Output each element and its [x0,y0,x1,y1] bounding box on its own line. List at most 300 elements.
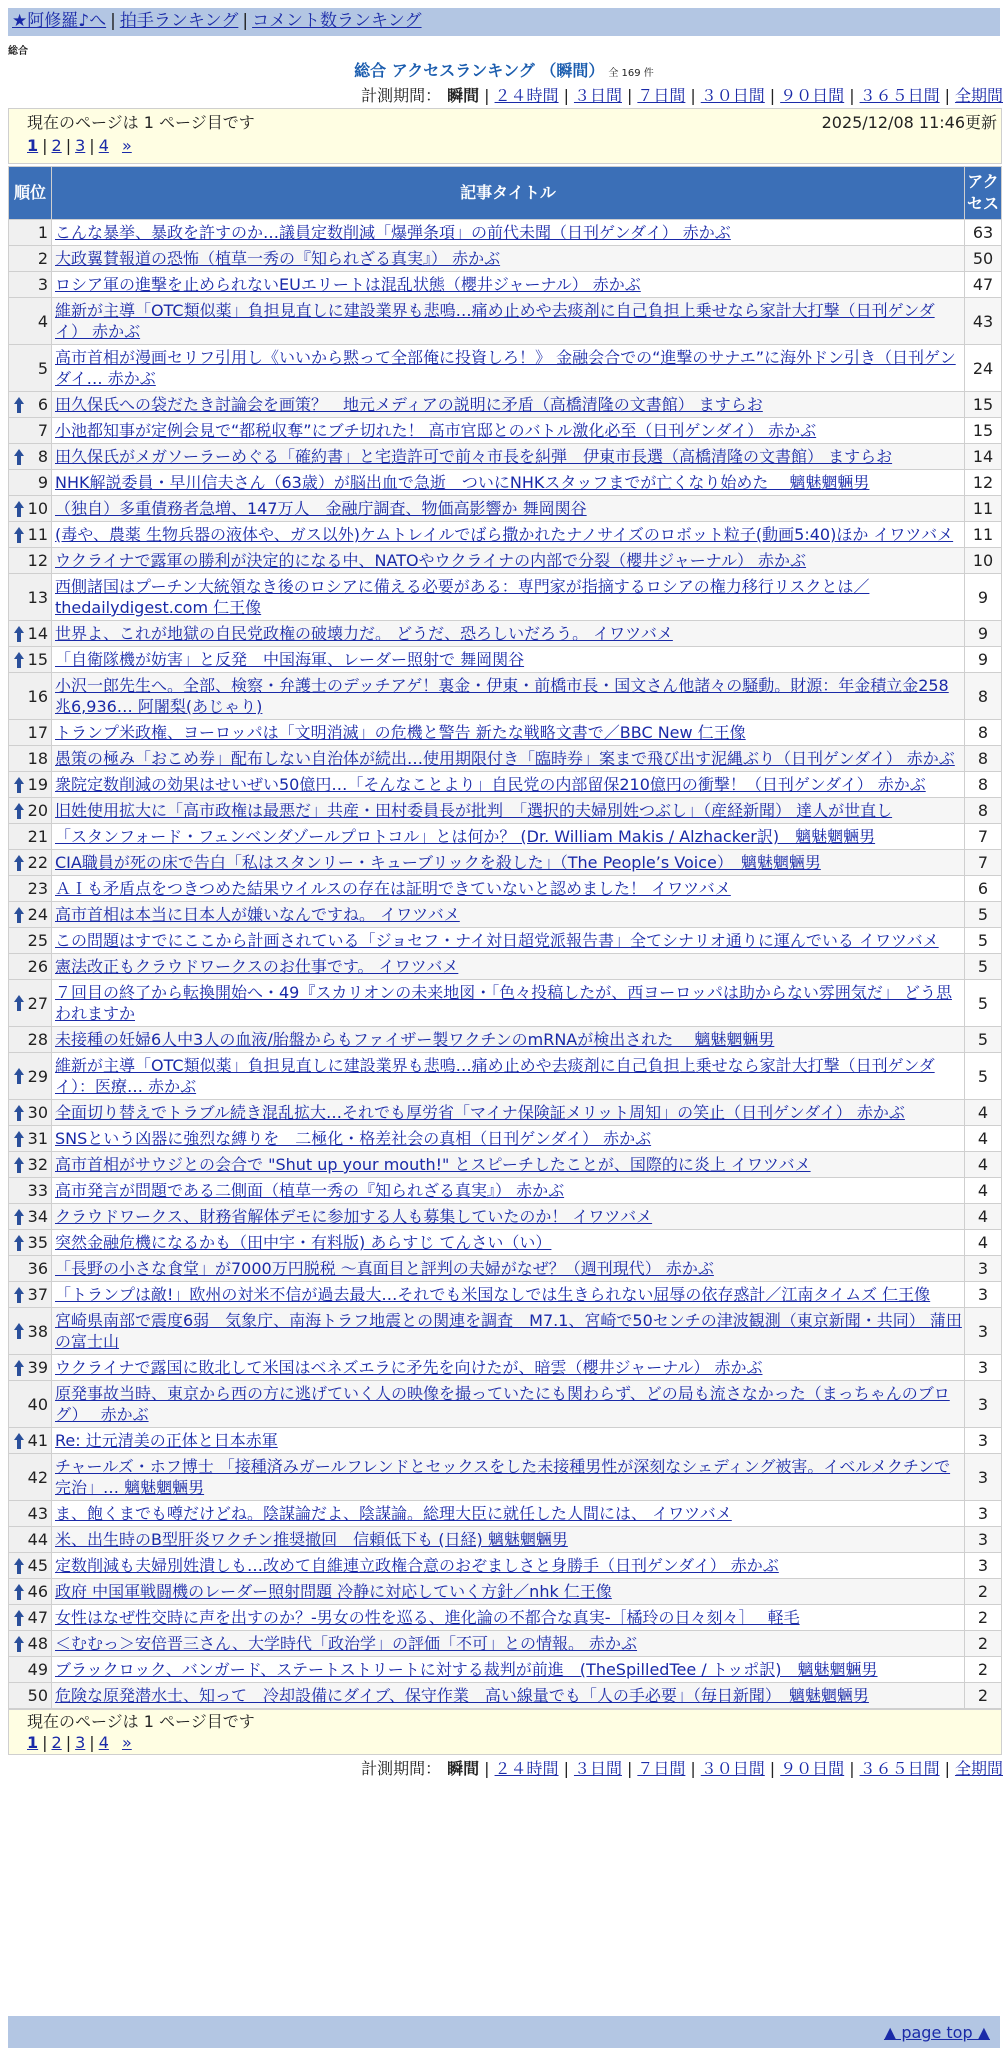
article-link[interactable]: 大政翼賛報道の恐怖（植草一秀の『知られざる真実』） 赤かぶ [55,249,501,268]
title-cell [52,246,964,271]
pager-bottom: 1 | 2 | 3 | 4 » [27,1733,132,1752]
table-row [9,746,1001,771]
rank-cell [9,272,51,297]
table-row [9,1126,1001,1151]
rank-cell [9,720,51,745]
rank-up-arrow-icon [13,1432,25,1450]
pager-next[interactable]: » [121,136,132,155]
access-count: 11 [965,496,1001,521]
rank-cell [9,392,51,417]
article-link[interactable]: 原発事故当時、東京から西の方に逃げていく人の映像を撮っていたにも関わらず、どの局も流さなかった（まっちゃんのブログ） 赤かぶ [55,1384,950,1424]
title-cell [52,1381,964,1427]
rank-number: 21 [27,827,48,846]
article-link[interactable]: 田久保氏への袋だたき討論会を画策？ 地元メディアの説明に矛盾（高橋清隆の文書館） ますらお [55,395,763,414]
rank-up-arrow-icon [13,1583,25,1601]
article-link[interactable]: 田久保氏がメガソーラーめぐる「確約書」と宅造許可で前々市長を糾弾 伊東市長選（高橋清隆の文書館） ますらお [55,447,893,466]
top-nav-bar [8,8,1000,36]
table-row [9,673,1001,719]
period-24h-link[interactable]: ２４時間 [494,86,559,105]
title-cell [52,673,964,719]
access-count: 2 [965,1579,1001,1604]
article-link[interactable]: 世界よ、これが地獄の自民党政権の破壊力だ。 どうだ、恐ろしいだろう。 イワツバメ [55,624,673,643]
pager-page-3[interactable]: 3 [75,136,86,155]
title-cell [52,574,964,620]
article-link[interactable]: 高市首相が漫画セリフ引用し《いいから黙って全部俺に投資しろ！》 金融会合での“進撃のサナエ”に海外ドン引き（日刊ゲンダイ… 赤かぶ [55,348,956,388]
rank-up-arrow-icon [13,625,25,643]
rank-number: 46 [27,1582,48,1601]
article-link[interactable]: 米、出生時のB型肝炎ワクチン推奨撤回 信頼低下も (日経) 魑魅魍魎男 [55,1530,568,1549]
article-link[interactable]: 危険な原発潜水士、知って 冷却設備にダイブ、保守作業 高い線量でも「人の手必要」（毎日新聞） 魑魅魍魎男 [55,1686,869,1705]
article-link[interactable]: ７回目の終了から転換開始へ・49『スカリオンの未来地図・「色々投稿したが、西ヨーロッパは助からない雰囲気だ」 どう思われますか [55,983,952,1023]
rank-up-arrow-icon [13,526,25,544]
rank-cell [9,1579,51,1604]
article-link[interactable]: CIA職員が死の床で告白「私はスタンリー・キューブリックを殺した」（The People’s Voice） 魑魅魍魎男 [55,853,821,872]
rank-cell [9,1027,51,1052]
rank-cell [9,1553,51,1578]
table-row [9,902,1001,927]
access-count: 5 [965,928,1001,953]
article-link[interactable]: 政府 中国軍戦闘機のレーダー照射問題 冷静に対応していく方針／nhk 仁王像 [55,1582,612,1601]
access-count: 8 [965,772,1001,797]
table-row [9,1204,1001,1229]
rank-cell [9,246,51,271]
pager-page-2[interactable]: 2 [51,136,62,155]
article-link[interactable]: ＡＩも矛盾点をつきつめた結果ウイルスの存在は証明できていないと認めました！ イワツバメ [55,879,731,898]
title-cell [52,418,964,443]
table-row [9,1579,1001,1604]
rank-number: 47 [27,1608,48,1627]
rank-number: 4 [37,311,48,331]
table-row [9,392,1001,417]
article-link[interactable]: 憲法改正もクラウドワークスのお仕事です。 イワツバメ [55,957,459,976]
page-status-bottom: 現在のページは 1 ページ目です [27,1712,255,1731]
access-count: 8 [965,720,1001,745]
period-365d-link[interactable]: ３６５日間 [859,86,940,105]
access-count: 12 [965,470,1001,495]
access-count: 50 [965,246,1001,271]
rank-number: 39 [27,1358,48,1377]
period-90d-link[interactable]: ９０日間 [780,86,845,105]
access-count: 2 [965,1605,1001,1630]
access-count: 5 [965,902,1001,927]
rank-number: 36 [27,1259,48,1278]
article-link[interactable]: 突然金融危機になるかも（田中宇・有料版) あらすじ てんさい（い） [55,1233,552,1252]
rank-number: 33 [27,1181,48,1200]
rank-cell [9,1355,51,1380]
title-cell [52,621,964,646]
rank-number: 28 [27,1030,48,1049]
rank-up-arrow-icon [13,1557,25,1575]
article-link[interactable]: ウクライナで露軍の勝利が決定的になる中、NATOやウクライナの内部で分裂（櫻井ジャーナル） 赤かぶ [55,551,807,570]
title-cell [52,345,964,391]
article-link[interactable]: クラウドワークス、財務省解体デモに参加する人も募集していたのか！ イワツバメ [55,1207,653,1226]
table-row [9,1683,1001,1708]
article-link[interactable]: ウクライナで露国に敗北して米国はベネズエラに矛先を向けたが、暗雲（櫻井ジャーナル） 赤かぶ [55,1358,763,1377]
access-count: 4 [965,1100,1001,1125]
rank-number: 19 [27,775,48,794]
access-count: 2 [965,1683,1001,1708]
article-link[interactable]: この問題はすでにここから計画されている「ジョセフ・ナイ対日超党派報告書」全てシナリオ通りに運んでいる イワツバメ [55,931,939,950]
access-count: 3 [965,1428,1001,1453]
rank-cell [9,1683,51,1708]
article-link[interactable]: 「スタンフォード・フェンベンダゾールプロトコル」とは何か？ (Dr. William Makis / Alzhacker訳) 魑魅魍魎男 [55,827,876,846]
access-count: 5 [965,1053,1001,1099]
table-row [9,980,1001,1026]
rank-number: 26 [27,957,48,976]
article-link[interactable]: 小池都知事が定例会見で“都税収奪”にブチ切れた！ 高市官邸とのバトル激化必至（日刊ゲンダイ） 赤かぶ [55,421,817,440]
article-link[interactable]: トランプ米政権、ヨーロッパは「文明消滅」の危機と警告 新たな戦略文書で／BBC New 仁王像 [55,723,746,742]
pager-page-4[interactable]: 4 [98,136,109,155]
title-cell [52,980,964,1026]
rank-number: 38 [27,1321,48,1341]
title-cell [52,1355,964,1380]
title-cell [52,928,964,953]
table-row [9,772,1001,797]
rank-number: 27 [27,993,48,1013]
article-link[interactable]: 「長野の小さな食堂」が7000万円脱税 ～真面目と評判の夫婦がなぜ？（週刊現代） 赤かぶ [55,1259,714,1278]
title-cell [52,220,964,245]
rank-number: 29 [27,1066,48,1086]
article-link[interactable]: 「自衛隊機が妨害」と反発 中国海軍、レーダー照射で 舞岡関谷 [55,650,525,669]
title-cell [52,1501,964,1526]
table-row [9,1657,1001,1682]
rank-number: 41 [27,1431,48,1450]
article-link[interactable]: ＜むむっ＞安倍晋三さん、大学時代「政治学」の評価「不可」との情報。 赤かぶ [55,1634,638,1653]
access-count: 43 [965,298,1001,344]
access-count: 3 [965,1282,1001,1307]
home-link[interactable]: ★阿修羅♪へ [12,11,107,31]
rank-up-arrow-icon [13,1156,25,1174]
rank-cell [9,418,51,443]
title-cell [52,954,964,979]
pager-page-current[interactable]: 1 [27,1733,39,1752]
rank-number: 25 [27,931,48,950]
article-link[interactable]: ま、飽くまでも噂だけどね。陰謀論だよ、陰謀論。総理大臣に就任した人間には、 イワツバメ [55,1504,732,1523]
rank-cell [9,444,51,469]
access-count: 9 [965,574,1001,620]
period-all-link[interactable]: 全期間 [954,86,1003,105]
table-row [9,418,1001,443]
rank-up-arrow-icon [13,776,25,794]
rank-number: 32 [27,1155,48,1174]
title-cell [52,548,964,573]
article-link[interactable]: （独自）多重債務者急増、147万人 金融庁調査、物価高影響か 舞岡関谷 [55,499,587,518]
rank-cell [9,496,51,521]
article-link[interactable]: 高市首相は本当に日本人が嫌いなんですね。 イワツバメ [55,905,460,924]
access-count: 3 [965,1501,1001,1526]
rank-number: 30 [27,1103,48,1122]
pager-page-4[interactable]: 4 [98,1733,109,1752]
period-all-link[interactable]: 全期間 [954,1759,1003,1778]
rank-number: 2 [37,249,48,268]
title-cell [52,1631,964,1656]
access-count: 4 [965,1178,1001,1203]
article-link[interactable]: 女性はなぜ性交時に声を出すのか？-男女の性を巡る、進化論の不都合な真実-［橘玲の日々刻々］ 軽毛 [55,1608,800,1627]
table-row [9,1100,1001,1125]
table-row [9,1605,1001,1630]
access-count: 5 [965,954,1001,979]
rank-cell [9,1230,51,1255]
rank-cell [9,647,51,672]
rank-cell [9,548,51,573]
pager-next[interactable]: » [121,1733,132,1752]
rank-cell [9,1527,51,1552]
rank-number: 5 [37,358,48,378]
rank-number: 13 [27,587,48,607]
pager-page-current[interactable]: 1 [27,136,39,155]
rank-up-arrow-icon [13,500,25,518]
title-cell [52,876,964,901]
period-current: 瞬間 [447,1759,480,1778]
rank-number: 17 [27,723,48,742]
access-count: 5 [965,980,1001,1026]
table-row [9,548,1001,573]
rank-up-arrow-icon [13,1234,25,1252]
title-cell [52,496,964,521]
access-count: 3 [965,1308,1001,1354]
title-cell [52,1527,964,1552]
article-link[interactable]: 未接種の妊婦6人中3人の血液/胎盤からもファイザー製ワクチンのmRNAが検出された 魑魅魍魎男 [55,1030,775,1049]
rank-number: 34 [27,1207,48,1226]
table-row [9,470,1001,495]
article-link[interactable]: 小沢一郎先生へ。全部、検察・弁護士のデッチアゲ！裏金・伊東・前橋市長・国文さん他諸々の騒動。財源：年金積立金258兆6,936… 阿闍梨(あじゃり) [55,676,949,716]
title-cell [52,647,964,672]
rank-cell [9,1100,51,1125]
rank-cell [9,824,51,849]
table-row [9,1308,1001,1354]
rank-cell [9,954,51,979]
access-count: 3 [965,1381,1001,1427]
table-row [9,522,1001,547]
col-access-header: アクセス [965,167,1001,219]
table-row [9,1178,1001,1203]
ranking-table [8,166,1002,1709]
ranking-rows [9,220,1001,1708]
article-link[interactable]: 高市発言が問題である二側面（植草一秀の『知られざる真実』） 赤かぶ [55,1181,565,1200]
rank-cell [9,1126,51,1151]
access-count: 4 [965,1126,1001,1151]
access-count: 3 [965,1553,1001,1578]
rank-up-arrow-icon [13,396,25,414]
access-count: 2 [965,1657,1001,1682]
period-30d-link[interactable]: ３０日間 [700,1759,765,1778]
article-link[interactable]: 旧姓使用拡大に「高市政権は最悪だ」共産・田村委員長が批判 「選択的夫婦別姓つぶし」（産経新聞） 達人が世直し [55,801,893,820]
period-90d-link[interactable]: ９０日間 [780,1759,845,1778]
table-row [9,1428,1001,1453]
article-link[interactable]: SNSという凶器に強烈な縛りを 二極化・格差社会の真相（日刊ゲンダイ） 赤かぶ [55,1129,652,1148]
rank-cell [9,1053,51,1099]
table-row [9,298,1001,344]
table-row [9,345,1001,391]
article-link[interactable]: 衆院定数削減の効果はせいぜい50億円…「そんなことより」自民党の内部留保210億円の衝撃！（日刊ゲンダイ） 赤かぶ [55,775,926,794]
table-row [9,246,1001,271]
table-row [9,647,1001,672]
rank-up-arrow-icon [13,1286,25,1304]
rank-number: 22 [27,853,48,872]
rank-up-arrow-icon [13,1609,25,1627]
rank-cell [9,746,51,771]
article-link[interactable]: 全面切り替えでトラブル続き混乱拡大…それでも厚労省「マイナ保険証メリット周知」の笑止（日刊ゲンダイ） 赤かぶ [55,1103,905,1122]
rank-number: 42 [27,1467,48,1487]
article-link[interactable]: Re: 辻元清美の正体と日本赤軍 [55,1431,278,1450]
access-count: 6 [965,876,1001,901]
table-row [9,1355,1001,1380]
rank-up-arrow-icon [13,1130,25,1148]
rank-cell [9,1204,51,1229]
table-row [9,1631,1001,1656]
rank-up-arrow-icon [13,1208,25,1226]
bottom-bar [8,2016,1000,2048]
rank-number: 43 [27,1504,48,1523]
article-link[interactable]: 定数削減も夫婦別姓潰しも…改めて自維連立政権合意のおぞましさと身勝手（日刊ゲンダイ） 赤かぶ [55,1556,779,1575]
title-cell [52,1230,964,1255]
table-row [9,1053,1001,1099]
article-link[interactable]: NHK解説委員・早川信夫さん（63歳）が脳出血で急逝 ついにNHKスタッフまでが亡くなり始めた 魑魅魍魎男 [55,473,870,492]
rank-number: 1 [37,223,48,242]
rank-number: 16 [27,686,48,706]
access-count: 63 [965,220,1001,245]
title-cell [52,1100,964,1125]
rank-cell [9,772,51,797]
rank-cell [9,298,51,344]
article-link[interactable]: 宮崎県南部で震度6弱 気象庁、南海トラフ地震との関連を調査 M7.1、宮崎で50センチの津波観測（東京新聞・共同） 蒲田の富士山 [55,1311,962,1351]
rank-up-arrow-icon [13,1322,25,1340]
rank-cell [9,1501,51,1526]
table-row [9,444,1001,469]
article-link[interactable]: ブラックロック、バンガード、ステートストリートに対する裁判が前進 (TheSpilledTee / トッポ訳) 魑魅魍魎男 [55,1660,878,1679]
article-link[interactable]: 高市首相がサウジとの会合で "Shut up your mouth!" とスピーチしたことが、国際的に炎上 イワツバメ [55,1155,811,1174]
table-row [9,272,1001,297]
rank-cell [9,1282,51,1307]
rank-up-arrow-icon [13,448,25,466]
period-7d-link[interactable]: ７日間 [637,1759,686,1778]
rank-cell [9,928,51,953]
category-label: 総合 [8,46,28,57]
rank-up-arrow-icon [13,994,25,1012]
pager-page-2[interactable]: 2 [51,1733,62,1752]
clap-ranking-link[interactable]: 拍手ランキング [119,11,239,31]
title-cell [52,1308,964,1354]
access-count: 4 [965,1230,1001,1255]
rank-cell [9,345,51,391]
title-cell [52,1053,964,1099]
period-365d-link[interactable]: ３６５日間 [859,1759,940,1778]
rank-cell [9,1631,51,1656]
rank-cell [9,621,51,646]
table-row [9,1256,1001,1281]
rank-number: 9 [37,473,48,492]
article-link[interactable]: 西側諸国はプーチン大統領なき後のロシアに備える必要がある：専門家が指摘するロシアの権力移行リスクとは／thedailydigest.com 仁王像 [55,577,870,617]
access-count: 14 [965,444,1001,469]
top-nav-links [12,11,422,31]
col-title-header: 記事タイトル [52,167,964,219]
period-current: 瞬間 [447,86,480,105]
title-cell [52,1683,964,1708]
access-count: 5 [965,1027,1001,1052]
table-row [9,1527,1001,1552]
rank-number: 8 [37,447,48,466]
article-link[interactable]: (毒や、農薬 生物兵器の液体や、ガス以外)ケムトレイルでばら撒かれたナノサイズのロボット粒子(動画5:40)ほか イワツバメ [55,525,954,544]
access-count: 7 [965,850,1001,875]
page-top-link[interactable]: ▲ page top ▲ [883,2023,990,2042]
pager-page-3[interactable]: 3 [75,1733,86,1752]
article-link[interactable]: 愚策の極み「おこめ券」配布しない自治体が続出…使用期限付き「臨時券」案まで飛び出す泥縄ぶり（日刊ゲンダイ） 赤かぶ [55,749,955,768]
rank-cell [9,1178,51,1203]
rank-number: 24 [27,905,48,924]
rank-number: 48 [27,1634,48,1653]
rank-cell [9,876,51,901]
rank-number: 45 [27,1556,48,1575]
title-cell [52,1152,964,1177]
rank-cell [9,1152,51,1177]
rank-number: 44 [27,1530,48,1549]
rank-up-arrow-icon [13,1359,25,1377]
access-count: 3 [965,1527,1001,1552]
pager-top: 1 | 2 | 3 | 4 » [27,136,132,155]
rank-cell [9,798,51,823]
access-count: 15 [965,392,1001,417]
rank-number: 14 [27,624,48,643]
title-cell [52,1657,964,1682]
rank-number: 40 [27,1394,48,1414]
title-cell [52,850,964,875]
table-row [9,928,1001,953]
title-cell [52,298,964,344]
nav-separator: | [110,11,116,31]
rank-up-arrow-icon [13,854,25,872]
article-link[interactable]: ロシア軍の進撃を止められないEUエリートは混乱状態（櫻井ジャーナル） 赤かぶ [55,275,641,294]
period-7d-link[interactable]: ７日間 [637,86,686,105]
rank-cell [9,522,51,547]
rank-number: 50 [27,1686,48,1705]
period-24h-link[interactable]: ２４時間 [494,1759,559,1778]
comment-ranking-link[interactable]: コメント数ランキング [252,11,422,31]
period-3d-link[interactable]: ３日間 [573,1759,622,1778]
rank-cell [9,574,51,620]
rank-up-arrow-icon [13,1635,25,1653]
table-row [9,1230,1001,1255]
article-link[interactable]: チャールズ・ホフ博士 「接種済みガールフレンドとセックスをした未接種男性が深刻なシェディング被害。イベルメクチンで完治」… 魑魅魍魎男 [55,1457,951,1497]
page-info-top [8,108,1002,164]
rank-cell [9,220,51,245]
access-count: 24 [965,345,1001,391]
table-header-row [9,167,1001,219]
period-3d-link[interactable]: ３日間 [573,86,622,105]
article-link[interactable]: 維新が主導「OTC類似薬」負担見直しに建設業界も悲鳴…痛め止めや去痰剤に自己負担上乗せなら家計大打撃（日刊ゲンダイ） 赤かぶ [55,301,935,341]
title-cell [52,902,964,927]
rank-cell [9,470,51,495]
access-count: 15 [965,418,1001,443]
rank-cell [9,1256,51,1281]
title-cell [52,1256,964,1281]
table-row [9,621,1001,646]
title-cell [52,824,964,849]
rank-number: 12 [27,551,48,570]
access-count: 4 [965,1152,1001,1177]
article-link[interactable]: 維新が主導「OTC類似薬」負担見直しに建設業界も悲鳴…痛め止めや去痰剤に自己負担上乗せなら家計大打撃（日刊ゲンダイ）：医療… 赤かぶ [55,1056,935,1096]
rank-number: 37 [27,1285,48,1304]
table-row [9,720,1001,745]
rank-up-arrow-icon [13,651,25,669]
article-link[interactable]: こんな暴挙、暴政を許すのか…議員定数削減「爆弾条項」の前代未聞（日刊ゲンダイ） 赤かぶ [55,223,731,242]
title-cell [52,1454,964,1500]
table-row [9,496,1001,521]
period-30d-link[interactable]: ３０日間 [700,86,765,105]
access-count: 7 [965,824,1001,849]
article-link[interactable]: 「トランプは敵!」欧州の対米不信が過去最大…それでも米国なしでは生きられない屈辱の依存惑計／江南タイムズ 仁王像 [55,1285,931,1304]
title-cell [52,1027,964,1052]
rank-cell [9,1605,51,1630]
